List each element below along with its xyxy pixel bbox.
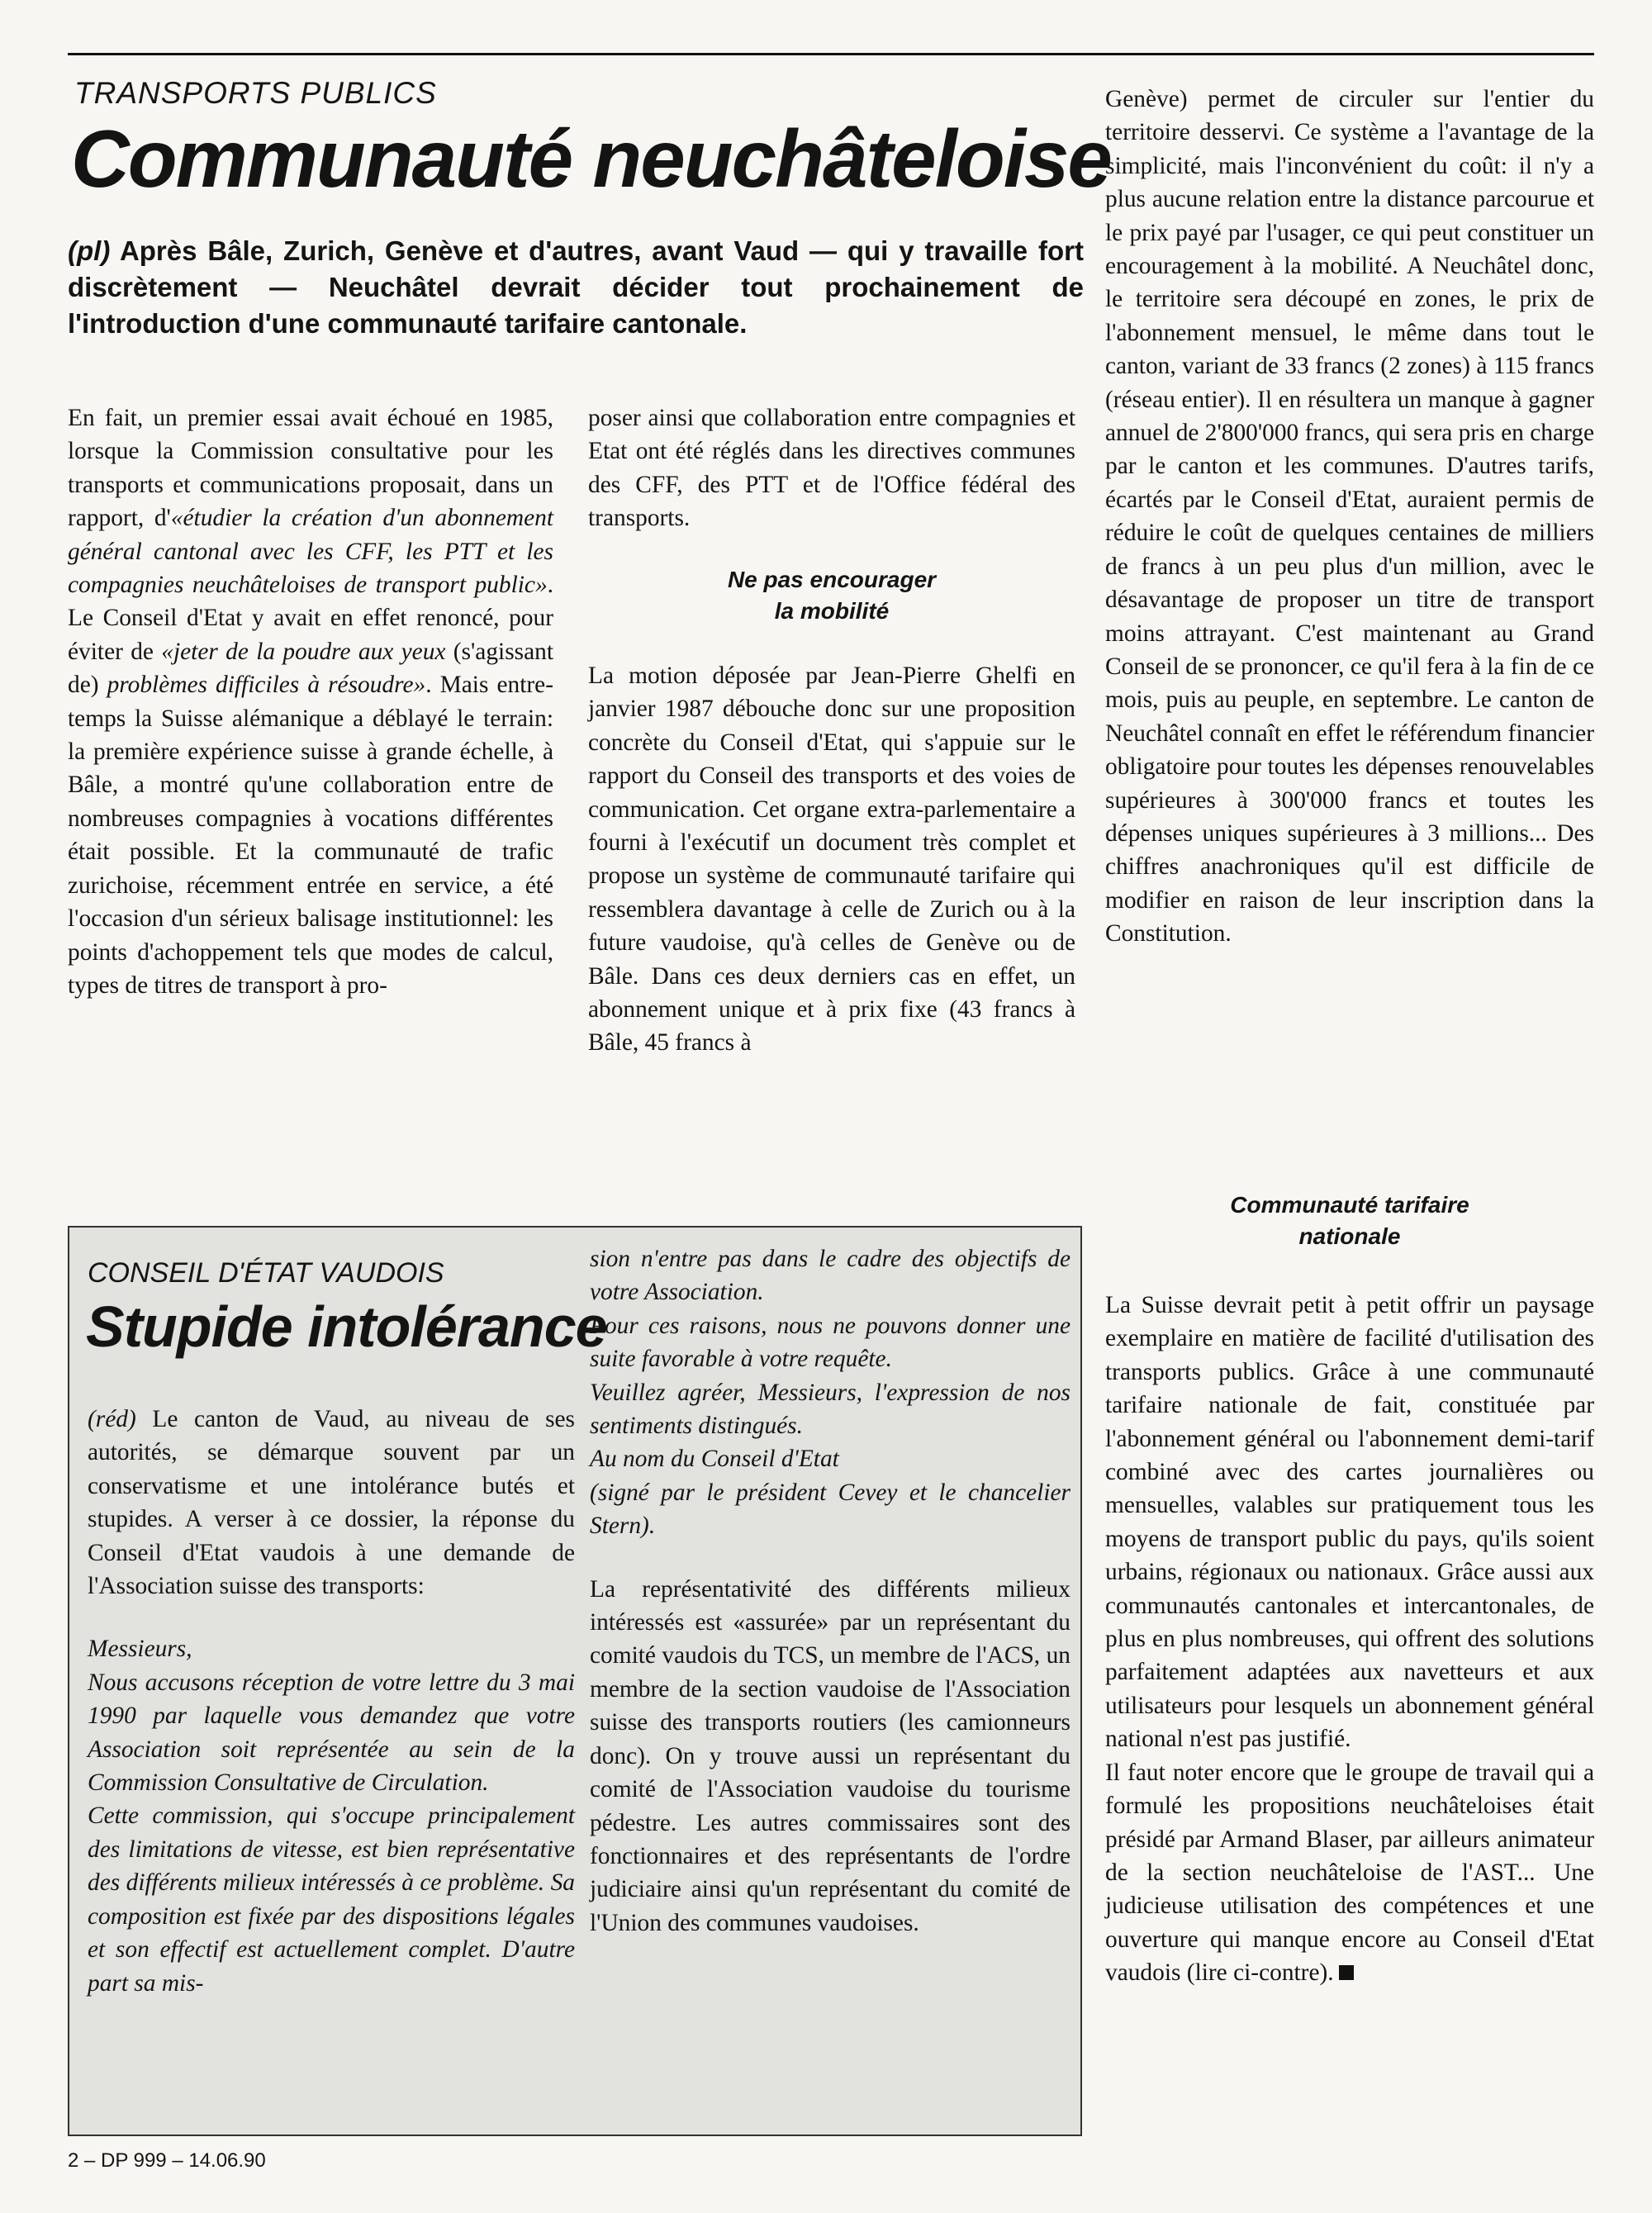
paragraph	[68, 401, 553, 1002]
top-rule	[68, 53, 1594, 55]
subheading-line: la mobilité	[774, 598, 890, 624]
article-column-3-continued	[1105, 1289, 1594, 1990]
text-run: Veuillez agréer, Messieurs, l'expression de nos sentiments distingués.	[590, 1379, 1070, 1440]
text-run: Au nom du Conseil d'Etat	[590, 1446, 839, 1473]
text-run: . Le Conseil d'Etat y avait en effet renoncé, pour éviter de	[68, 572, 553, 665]
letter-paragraph	[590, 1376, 1070, 1443]
sidebar-column-2	[590, 1242, 1070, 1940]
spacer	[88, 1603, 575, 1632]
author-initials: (pl)	[68, 235, 111, 266]
paragraph: La représentativité des différents milieux intéressés est «assurée» par un représentant du comité vaudois du TCS, un membre de l'ACS, un membre de la section vaudoise de l'Association suisse des transports routiers (les camionneurs donc). On y trouve aussi un représentant du comité de l'Association vaudoise du tourisme pédestre. Les autres commissaires sont des fonctionnaires et des représentants de l'ordre judiciaire ainsi qu'un représentant du comité de l'Union des communes vaudoises.	[590, 1575, 1070, 1936]
paragraph: La motion déposée par Jean-Pierre Ghelfi en janvier 1987 débouche donc sur une proposition concrète du Conseil d'Etat, qui s'appuie sur le rapport du Conseil des transports et des voies de communication. Cet organe extra-parlementaire a fourni à l'exécutif un document très complet et propose un système de communauté tarifaire qui ressemblera davantage à celle de Zurich ou à la future vaudoise, qu'à celles de Genève ou de Bâle. Dans ces deux derniers cas en effet, un abonnement unique et à prix fixe (43 francs à Bâle, 45 francs à	[588, 662, 1075, 1057]
subheading-nationale	[1105, 1190, 1594, 1252]
article-lead	[68, 233, 1084, 342]
section-kicker: TRANSPORTS PUBLICS	[74, 76, 437, 110]
sidebar-box	[68, 1226, 1082, 2136]
paragraph	[1105, 1756, 1594, 1990]
letter-paragraph	[590, 1242, 1070, 1309]
article-column-2-continued	[588, 659, 1075, 1060]
paragraph: La Suisse devrait petit à petit offrir un paysage exemplaire en matière de facilité d'utilisation des transports publics. Grâce à une communauté tarifaire nationale de fait, constituée par l'abonnement général ou l'abonnement demi-tarif combiné avec des cartes journalières ou mensuelles, valables sur pratiquement tous les moyens de transport public du pays, qu'ils soient urbains, régionaux ou nationaux. Grâce aussi aux communautés cantonales et intercantonales, de plus en plus nombreuses, qui offrent des solutions parfaitement adaptées aux navetteurs et aux utilisateurs pour lesquels un abonnement général national n'est pas justifié.	[1105, 1292, 1594, 1753]
text-run: Cette commission, qui s'occupe principalement des limitations de vitesse, est bien représentative des différents milieux intéressés à ce problème. Sa composition est fixée par des dispositions légales et son effectif est actuellement complet. D'autre part sa mis-	[88, 1802, 575, 1997]
text-run: Nous accusons réception de votre lettre du 3 mai 1990 par laquelle vous demandez que votre Association soit représentée au sein de la Commission Consultative de Circulation.	[88, 1669, 575, 1797]
sidebar-column-1	[88, 1403, 575, 2000]
paragraph	[88, 1403, 575, 1603]
paragraph: poser ainsi que collaboration entre compagnies et Etat ont été réglés dans les directives communes des CFF, des PTT et de l'Office fédéral des transports.	[588, 405, 1075, 532]
sidebar-title: Stupide intolérance	[86, 1294, 607, 1359]
end-of-article-mark	[1339, 1965, 1354, 1980]
text-run: Le canton de Vaud, au niveau de ses autorités, se démarque souvent par un conservatisme et une intolérance butés et stupides. A verser à ce dossier, la réponse du Conseil d'Etat vaudois à une demande de l'Association suisse des transports:	[88, 1406, 575, 1600]
article-column-3	[1105, 83, 1594, 951]
spacer	[590, 1543, 1070, 1573]
quote: «jeter de la poudre aux yeux	[161, 638, 446, 665]
lead-text: Après Bâle, Zurich, Genève et d'autres, avant Vaud — qui y travaille fort discrètement — Neuchâtel devrait décider tout prochainement de l'introduction d'une communauté tarifaire cantonale.	[68, 235, 1084, 339]
text-run: En fait, un premier essai avait échoué en 1985, lorsque la Commission consultative pour les transports et communications proposait, dans un rapport, d'	[68, 405, 553, 532]
letter-salutation	[88, 1632, 575, 1665]
text-run: (signé par le président Cevey et le chancelier Stern).	[590, 1479, 1070, 1540]
sidebar-kicker: CONSEIL D'ÉTAT VAUDOIS	[88, 1257, 444, 1289]
text-run: Il faut noter encore que le groupe de travail qui a formulé les propositions neuchâteloises était présidé par Armand Blaser, par ailleurs animateur de la section neuchâteloise de l'AST... Une judicieuse utilisation des compétences et une ouverture qui manque encore au Conseil d'Etat vaudois (lire ci-contre).	[1105, 1759, 1594, 1987]
subheading-line: Communauté tarifaire	[1230, 1192, 1469, 1218]
subheading-line: Ne pas encourager	[727, 567, 937, 592]
letter-paragraph	[590, 1309, 1070, 1376]
quote: problèmes difficiles à résoudre»	[107, 672, 426, 699]
paragraph: Genève) permet de circuler sur l'entier du territoire desservi. Ce système a l'avantage de la simplicité, mais l'inconvénient du coût: il n'y a plus aucune relation entre la distance parcourue et le prix payé par l'usager, ce qui peut constituer un encouragement à la mobilité. A Neuchâtel donc, le territoire sera découpé en zones, le prix de l'abonnement mensuel, le même dans tout le canton, variant de 33 francs (2 zones) à 115 francs (réseau entier). Il en résultera un manque à gagner annuel de 2'800'000 francs, qui sera pris en charge par le canton et les communes. D'autres tarifs, écartés par le Conseil d'Etat, auraient permis de réduire le coût de quelques centaines de milliers de francs à un peu plus d'un million, avec le désavantage de proposer un titre de transport moins attrayant. C'est maintenant au Grand Conseil de se prononcer, ce qu'il fera à la fin de ce mois, puis au peuple, en septembre. Le canton de Neuchâtel connaît en effet le référendum financier obligatoire pour toutes les dépenses renouvelables supérieures à 300'000 francs et toutes les dépenses uniques supérieures à 3 millions... Des chiffres anachroniques qu'il est difficile de modifier en raison de leur inscription dans la Constitution.	[1105, 86, 1594, 947]
subheading-mobilite	[588, 564, 1075, 627]
text-run: (s'agissant de)	[68, 638, 553, 699]
article-column-1	[68, 401, 553, 1002]
letter-paragraph	[590, 1476, 1070, 1543]
subheading-line: nationale	[1298, 1223, 1401, 1249]
text-run: Pour ces raisons, nous ne pouvons donner une suite favorable à votre requête.	[590, 1312, 1070, 1373]
page-folio: 2 – DP 999 – 14.06.90	[68, 2149, 266, 2172]
text-run: Messieurs,	[88, 1636, 192, 1663]
text-run: . Mais entre-temps la Suisse alémanique a déblayé le terrain: la première expérience suisse à grande échelle, à Bâle, a montré qu'une collaboration entre de nombreuses compagnies à vocations différentes était possible. Et la communauté de trafic zurichoise, récemment entrée en service, a été l'occasion d'un sérieux balisage institutionnel: les points d'achoppement tels que modes de calcul, types de titres de transport à pro-	[68, 672, 553, 999]
article-title: Communauté neuchâteloise	[71, 113, 1111, 204]
quote: «étudier la création d'un abonnement général cantonal avec les CFF, les PTT et les compagnies neuchâteloises de transport public»	[68, 505, 553, 599]
author-initials: (réd)	[88, 1406, 136, 1432]
article-column-2	[588, 401, 1075, 535]
letter-paragraph	[590, 1442, 1070, 1475]
letter-paragraph	[88, 1666, 575, 1800]
letter-paragraph	[88, 1799, 575, 1999]
text-run: sion n'entre pas dans le cadre des objectifs de votre Association.	[590, 1246, 1070, 1306]
